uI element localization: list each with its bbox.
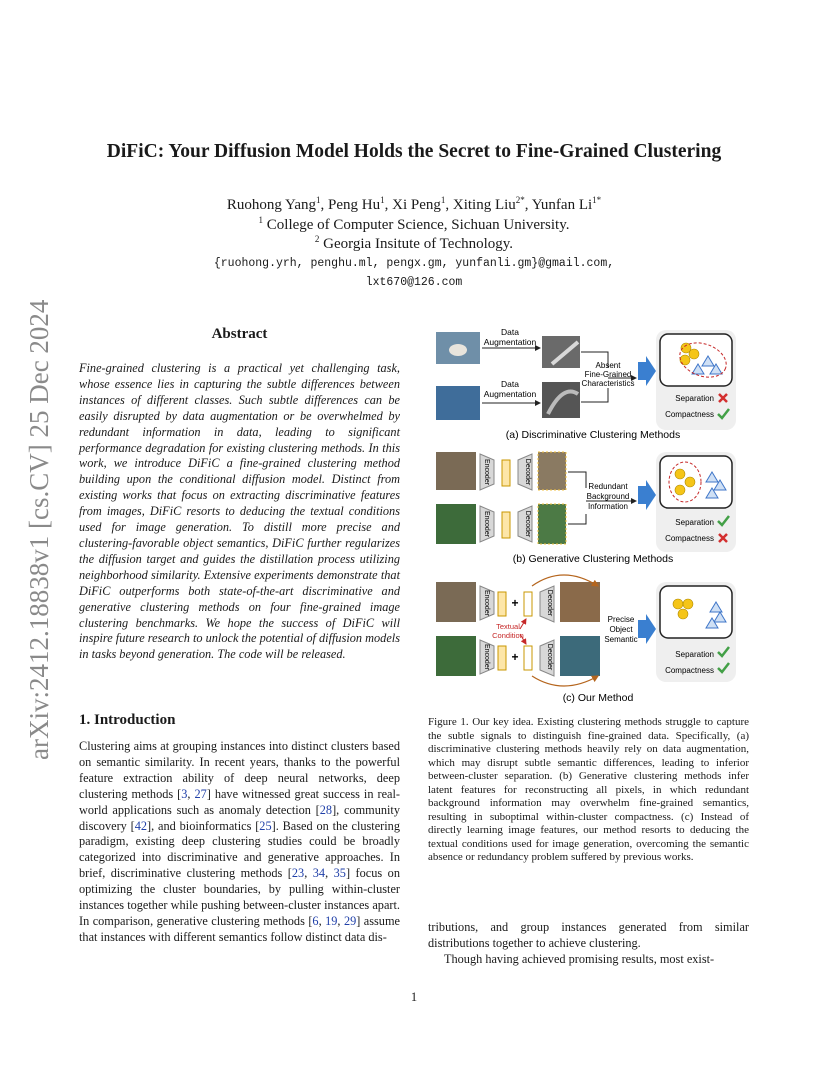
arxiv-stamp: arXiv:2412.18838v1 [cs.CV] 25 Dec 2024 [24,299,54,760]
blue-arrow-icon [646,614,656,644]
redundant-label: Redundant [588,482,628,491]
svg-text:Decoder: Decoder [546,589,553,617]
text-condition-token [524,646,532,670]
author-name: Xiting Liu [452,197,516,213]
blue-arrow-icon [638,620,646,638]
author-affiliation-mark: 2* [515,195,525,205]
latent-feature [502,460,510,486]
plus-icon: + [511,650,519,664]
blue-arrow-icon [646,356,656,386]
blue-arrow-icon [638,486,646,504]
email-line-2: lxt670@126.com [365,276,463,289]
affiliation-1: $^1$ College of Computer Science, Sichuan University. [258,215,570,233]
abstract-text: Fine-grained clustering is a practical yet challenging task, whose essence lies in capturing the subtle differences between instances of different classes. Such subtle differences can be easily disrupted by data augmentation or be overwhelmed by redundant information in data, leading to significant performance degradation for existing clustering methods. In this work, we introduce DiFiC a fine-grained clustering method building upon the conditional diffusion model. Distinct from existing works that focus on extracting discriminative features from images, DiFiC resorts to deducing the textual conditions used for image generation. To distill more precise and clustering-favorable object semantics, DiFiC further regularizes the diffusion target and guides the distillation process utilizing neighborhood similarity. Extensive experiments demonstrate that DiFiC outperforms both state-of-the-art discriminative and generative clustering methods on four fine-grained image clustering benchmarks. We hope the success of DiFiC will inspire future research to unlock the potential of diffusion models in tasks beyond generation. The code will be released. [79,361,400,662]
intro-text: Clustering aims at grouping instances into distinct clusters based on semantic similarity. In recent years, thanks to the powerful feature extraction ability of deep neural networks, deep clustering methods [3, 27] have witnessed great success in real-world applications such as anomaly detection [28], community discovery [42], and bioinformatics [25]. Based on the clustering paradigm, existing deep clustering studies could be broadly categorized into discriminative and generative approaches. In brief, discriminative clustering methods [23, 34, 35] focus on optimizing the cluster boundaries, by pulling within-cluster instances together while pushing between-cluster instances apart. In comparison, generative clustering methods [6, 19, 29] assume that instances with different semantics follow distinct data dis- [79,739,401,944]
citation-link[interactable]: 42 [134,818,148,833]
separation-label: Separation [675,394,714,403]
svg-text:Decoder: Decoder [546,643,553,671]
bird-photo [436,452,476,490]
author-name: Peng Hu [328,197,381,213]
svg-text:Background: Background [586,492,630,501]
affiliation-2: $^2$ Georgia Insitute of Technology. [314,234,514,252]
generated-photo [560,582,600,622]
author-list: Ruohong Yang$^1$, Peng Hu$^1$, Xi Peng$^1$, Xiting Liu$^{2*}$, Yunfan $Li^{1*}$ [226,195,602,213]
citation-link[interactable]: 29 [343,913,357,928]
cluster-plot [660,334,732,386]
textual-condition-label: Textual [496,622,520,631]
latent-feature [498,646,506,670]
svg-text:Decoder: Decoder [524,458,531,486]
svg-text:Object: Object [609,625,633,634]
blue-arrow-icon [638,362,646,380]
email-line-1: {ruohong.yrh, penghu.ml, pengx.gm, yunfanli.gm}@gmail.com, [213,257,615,270]
svg-text:Encoder: Encoder [483,643,490,671]
page-number: 1 [410,990,418,1004]
precise-label: Precise [607,615,635,624]
author-name: Xi Peng [392,197,441,213]
compactness-label: Compactness [665,410,714,419]
panel-a-caption: (a) Discriminative Clustering Methods [505,429,681,441]
citation-link[interactable]: 27 [194,786,207,801]
abstract-heading: Abstract [211,326,268,342]
encoder-block [480,454,494,542]
bird-photo [436,386,480,420]
svg-text:Condition: Condition [492,631,524,640]
panel-b-caption: (b) Generative Clustering Methods [512,553,674,565]
citation-link[interactable]: 23 [291,866,305,881]
figure-caption: Figure 1. Our key idea. Existing clustering methods struggle to capture the subtle signals to distinguish fine-grained data. Specifically, (a) discriminative clustering methods heavily rely on data augmentation, which may disrupt subtle semantic differences, leading to inferior between-cluster separation. (b) Generative clustering methods infer latent features for reconstructing all pixels, in which redundant background information may overwhelm fine-grained semantics, resulting in suboptimal within-cluster compactness. (c) Instead of directly learning image features, our method resorts to deducing the textual conditions used for image generation, overcoming the semantic absence or redundancy problem suffered by previous works. [428,716,749,863]
bird-photo [436,582,476,622]
svg-text:Information: Information [587,502,629,511]
author-name: Ruohong Yang [226,197,317,213]
citation-link[interactable]: 3 [181,786,188,801]
data-aug-label: Data [501,379,519,389]
paragraph: tributions, and group instances generated from similar distributions together to achieve clustering. [428,920,749,950]
paper-title: DiFiC: Your Diffusion Model Holds the Secret to Fine-Grained Clustering [106,141,722,162]
decoder-block [540,586,554,676]
decoder-block [518,454,532,542]
augmented-photo [542,336,580,368]
citation-link[interactable]: 25 [259,818,272,833]
panel-c-caption: (c) Our Method [562,692,634,704]
compactness-label: Compactness [665,534,714,543]
latent-feature [498,592,506,616]
bird-photo [436,636,476,676]
author-affiliation-mark: 1 [316,195,321,205]
panel-c [436,575,736,704]
generated-photo [560,636,600,676]
citation-link[interactable]: 34 [312,866,326,881]
citation-link[interactable]: 28 [319,802,333,817]
svg-text:Semantic: Semantic [604,635,638,644]
encoder-block [480,586,494,674]
figure-1 [428,324,750,710]
author-affiliation-mark: 1* [592,195,602,205]
citation-link[interactable]: 19 [325,913,338,928]
blue-arrow-icon [646,480,656,510]
separation-label: Separation [675,650,714,659]
svg-text:Augmentation: Augmentation [483,389,537,399]
right-column-text [428,920,749,968]
svg-text:Decoder: Decoder [524,510,531,538]
bird-photo [436,504,476,544]
panel-a [436,327,736,441]
plus-icon: + [511,596,519,610]
absent-label: Absent [595,361,621,370]
author-affiliation-mark: 1 [440,195,446,205]
reconstructed-photo [538,452,566,490]
compactness-label: Compactness [665,666,714,675]
author-name: Yunfan Li [531,197,593,213]
svg-text:Encoder: Encoder [483,510,490,538]
svg-text:Encoder: Encoder [483,458,490,486]
svg-text:Augmentation: Augmentation [483,337,537,347]
latent-feature [502,512,510,538]
citation-link[interactable]: 6 [312,913,319,928]
reconstructed-photo [538,504,566,544]
text-condition-token [524,592,532,616]
svg-text:Characteristics: Characteristics [581,379,635,388]
intro-heading: 1. Introduction [79,712,176,728]
svg-text:Fine-Grained: Fine-Grained [584,370,632,379]
svg-text:Encoder: Encoder [483,589,490,617]
separation-label: Separation [675,518,714,527]
author-affiliation-mark: 1 [380,195,385,205]
data-aug-label: Data [501,327,519,337]
citation-link[interactable]: 35 [333,866,346,881]
paragraph: Though having achieved promising results, most exist- [444,951,715,966]
panel-b [436,452,736,565]
